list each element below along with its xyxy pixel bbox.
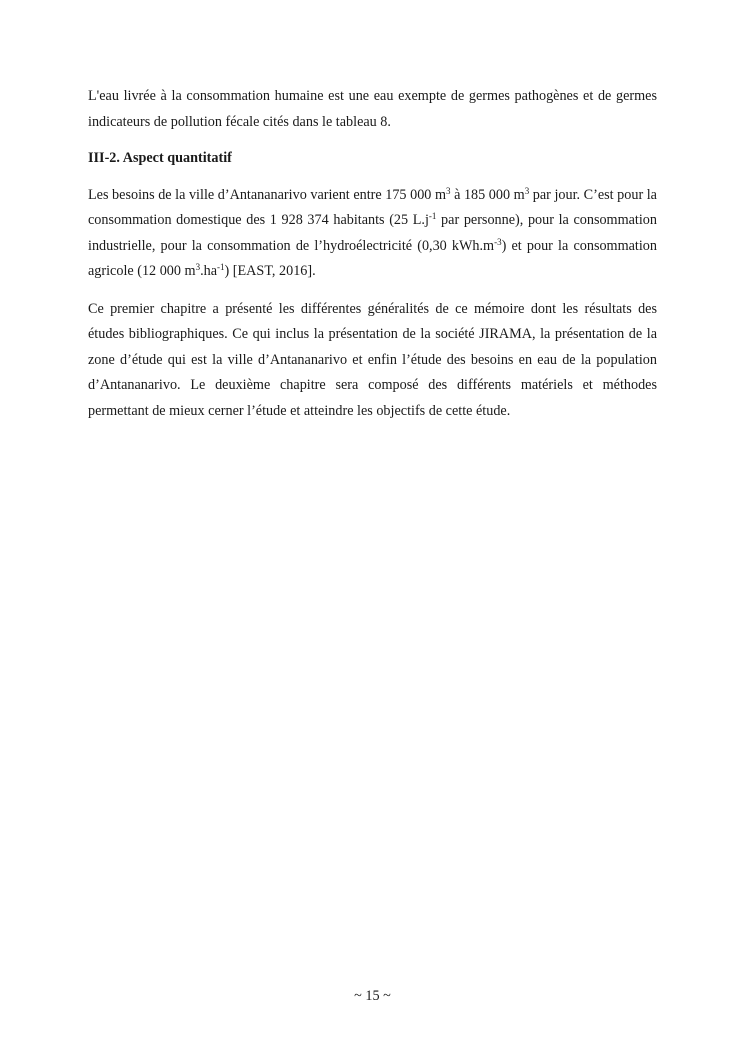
section-heading: III-2. Aspect quantitatif [88,150,232,166]
text-run: .ha [200,263,218,279]
page-number: ~ 15 ~ [354,988,391,1004]
text-run: par personne), pour la consommation industrielle, pour la consommation de l’hydroélectricité (0,30 kWh.m [88,212,657,254]
page-content [88,84,657,424]
intro-paragraph: L'eau livrée à la consommation humaine est une eau exempte de germes pathogènes et de germes indicateurs de pollution fécale cités dans le tableau 8. [88,88,657,130]
text-run: ) et pour la consommation agricole (12 000 m [88,237,657,279]
text-run: à 185 000 m [450,186,525,203]
superscript: 3 [446,185,451,196]
chapter-summary-paragraph: Ce premier chapitre a présenté les différentes généralités de ce mémoire dont les résultats des études bibliographiques. Ce qui inclus la présentation de la société JIRAMA, la présentation de la zone d’étude qui est la ville d’Antananarivo et enfin l’étude des besoins en eau de la population d’Antananarivo. Le deuxième chapitre sera composé des différents matériels et méthodes permettant de mieux cerner l’étude et atteindre les objectifs de cette étude. [88,300,657,419]
superscript: 3 [195,262,201,272]
text-run: par jour. C’est pour la consommation domestique des 1 928 374 habitants (25 L.j [88,186,657,228]
superscript: -3 [494,236,502,247]
quantitative-paragraph [88,183,657,285]
superscript: -1 [217,262,225,272]
superscript: 3 [524,185,530,196]
superscript: -1 [428,211,437,221]
text-run: Les besoins de la ville d’Antananarivo varient entre 175 000 m [88,186,446,203]
text-run: ) [EAST, 2016]. [224,263,316,279]
